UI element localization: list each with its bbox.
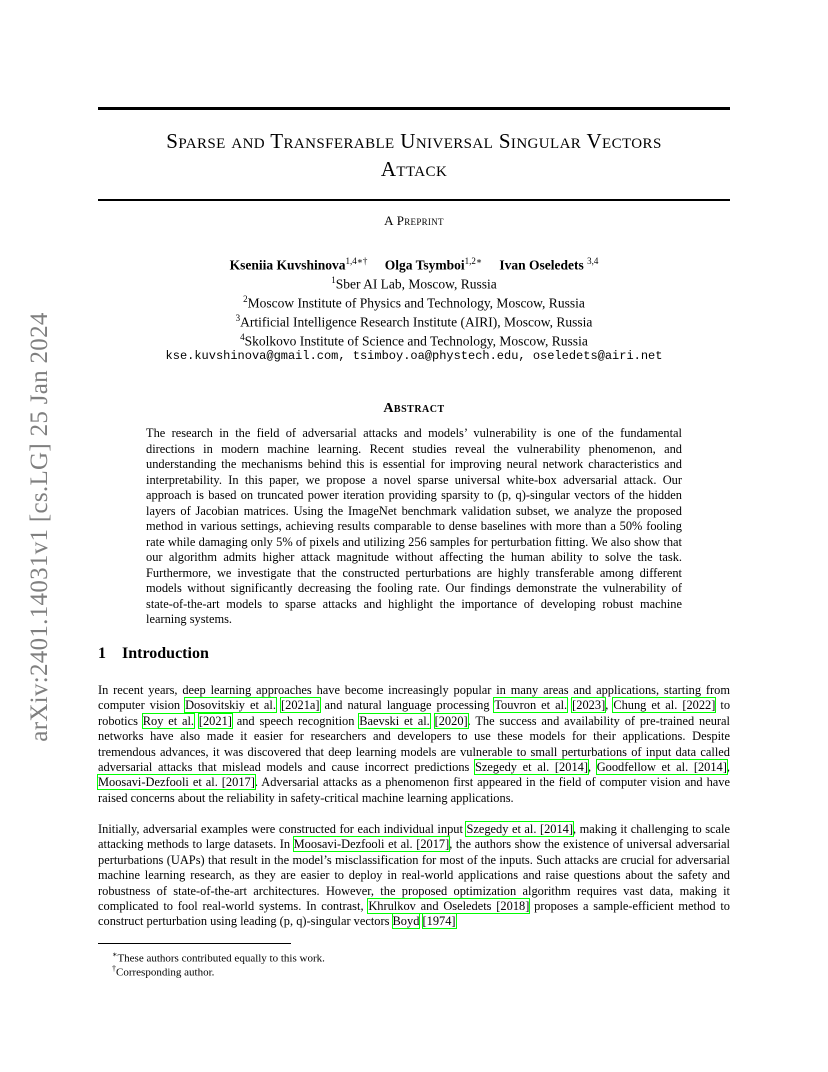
- title-rule-bottom: [98, 199, 730, 201]
- citation-link[interactable]: Touvron et al.: [494, 698, 568, 713]
- citation-link[interactable]: Roy et al.: [142, 713, 195, 728]
- citation-link[interactable]: Goodfellow et al. [2014]: [596, 760, 727, 775]
- arxiv-identifier: arXiv:2401.14031v1 [cs.LG] 25 Jan 2024: [26, 312, 53, 742]
- citation-link[interactable]: Szegedy et al. [2014]: [466, 822, 574, 836]
- affiliation-3: $^3$Artificial Intelligence Research Institute (AIRI), Moscow, Russia: [235, 313, 593, 330]
- citation-link[interactable]: Chung et al. [2022]: [613, 698, 716, 713]
- author-block: [98, 254, 730, 365]
- section-title: Introduction: [122, 645, 209, 662]
- citation-year-link[interactable]: [2021]: [198, 713, 232, 728]
- affiliation-2: $^2$Moscow Institute of Physics and Technology, Moscow, Russia: [243, 294, 585, 311]
- footnote-rule: [98, 943, 291, 944]
- author-names: [98, 254, 730, 273]
- preprint-label: A Preprint: [384, 213, 444, 228]
- footnote-2: †Corresponding author.: [112, 964, 215, 979]
- title-line-2: Attack: [380, 157, 448, 181]
- author-3-marks: 3,4: [587, 256, 599, 266]
- author-3-name: Ivan Oseledets: [499, 257, 584, 273]
- email-1[interactable]: kse.kuvshinova@gmail.com: [165, 349, 339, 363]
- intro-paragraph-2: Initially, adversarial examples were constructed for each individual input Szegedy et al. [2014], making it challenging to scale attacking methods to large datasets. In Moosavi-Dezfooli et al. [2017], the authors show the existence of universal adversarial perturbations (UAPs) that result in the model’s misclassification for most of the inputs. Such attacks are crucial for adversarial machine learning research, as they are easier to deploy in real-world applications and raise questions about the safety and robustness of state-of-the-art architectures. However, the proposed optimization algorithm requires vast data, making it complicated to fool real-world systems. In contrast, Khrulkov and Oseledets [2018] proposes a sample-efficient method to construct perturbation using leading (p, q)-singular vectors Boyd [1974]: [98, 822, 730, 929]
- citation-link[interactable]: Dosovitskiy et al.: [185, 698, 276, 713]
- author-1-name: Kseniia Kuvshinova: [229, 257, 346, 273]
- abstract-heading: Abstract: [383, 401, 445, 416]
- footnote-1: ∗These authors contributed equally to this work.: [112, 950, 325, 965]
- author-2-name: Olga Tsymboi: [384, 257, 465, 273]
- citation-year-link[interactable]: [2023]: [572, 698, 606, 713]
- section-number: 1: [98, 645, 106, 662]
- intro-paragraph-1: In recent years, deep learning approaches have become increasingly popular in many areas and applications, starting from computer vision Dosovitskiy et al. [2021a] and natural language processing Touvron et al. [2023], Chung et al. [2022] to robotics Roy et al. [2021] and speech recognition Baevski et al. [2020]. The success and availability of pre-trained neural networks have also made it easier for researchers and developers to use these models for their applications. Despite tremendous advances, it was discovered that deep learning models are vulnerable to small perturbations of input data called adversarial attacks that mislead models and cause incorrect predictions Szegedy et al. [2014], Goodfellow et al. [2014], Moosavi-Dezfooli et al. [2017]. Adversarial attacks as a phenomenon first appeared in the field of computer vision and have raised concerns about the reliability in safety-critical machine learning applications.: [98, 683, 731, 805]
- section-heading: [98, 645, 209, 663]
- citation-link[interactable]: Moosavi-Dezfooli et al. [2017]: [293, 837, 450, 852]
- title-line-1: Sparse and Transferable Universal Singular Vectors: [166, 129, 662, 153]
- author-2-marks: 1,2∗: [464, 256, 483, 266]
- affiliation-1: $^1$Sber AI Lab, Moscow, Russia: [331, 275, 497, 292]
- citation-link[interactable]: Baevski et al.: [359, 713, 430, 728]
- email-2[interactable]: tsimboy.oa@phystech.edu: [352, 349, 519, 363]
- citation-link[interactable]: Szegedy et al. [2014]: [475, 760, 588, 775]
- affiliation-4: $^4$Skolkovo Institute of Science and Technology, Moscow, Russia: [240, 332, 588, 349]
- author-1-marks: 1,4∗†: [345, 256, 368, 266]
- citation-year-link[interactable]: [2021a]: [281, 698, 320, 713]
- citation-year-link[interactable]: [2020]: [434, 713, 468, 728]
- title-rule-top: [98, 107, 730, 110]
- abstract-body: The research in the field of adversarial attacks and models’ vulnerability is one of the fundamental directions in modern machine learning. Recent studies reveal the vulnerability phenomenon, and understanding the mechanisms behind this is essential for improving neural network characteristics and interpretability. In this paper, we propose a novel sparse universal white-box adversarial attack. Our approach is based on truncated power iteration providing sparsity to (p, q)-singular vectors of the hidden layers of Jacobian matrices. Using the ImageNet benchmark validation subset, we analyze the proposed method in various settings, achieving results comparable to dense baselines with more than a 50% fooling rate while damaging only 5% of pixels and utilizing 256 samples for perturbation fitting. We also show that our algorithm admits higher attack magnitude without affecting the human ability to solve the task. Furthermore, we investigate that the constructed perturbations are highly transferable among different models without significantly decreasing the fooling rate. Our findings demonstrate the vulnerability of state-of-the-art models to sparse attacks and highlight the importance of developing robust machine learning systems.: [146, 426, 682, 626]
- email-3[interactable]: oseledets@airi.net: [532, 349, 663, 363]
- citation-year-link[interactable]: [1974]: [422, 914, 456, 929]
- citation-link[interactable]: Boyd: [392, 914, 420, 929]
- citation-link[interactable]: Khrulkov and Oseledets [2018]: [368, 899, 530, 914]
- paper-title: [98, 127, 730, 183]
- author-emails: kse.kuvshinova@gmail.com, tsimboy.oa@phystech.edu, oseledets@airi.net: [165, 349, 663, 363]
- citation-link[interactable]: Moosavi-Dezfooli et al. [2017]: [98, 775, 255, 790]
